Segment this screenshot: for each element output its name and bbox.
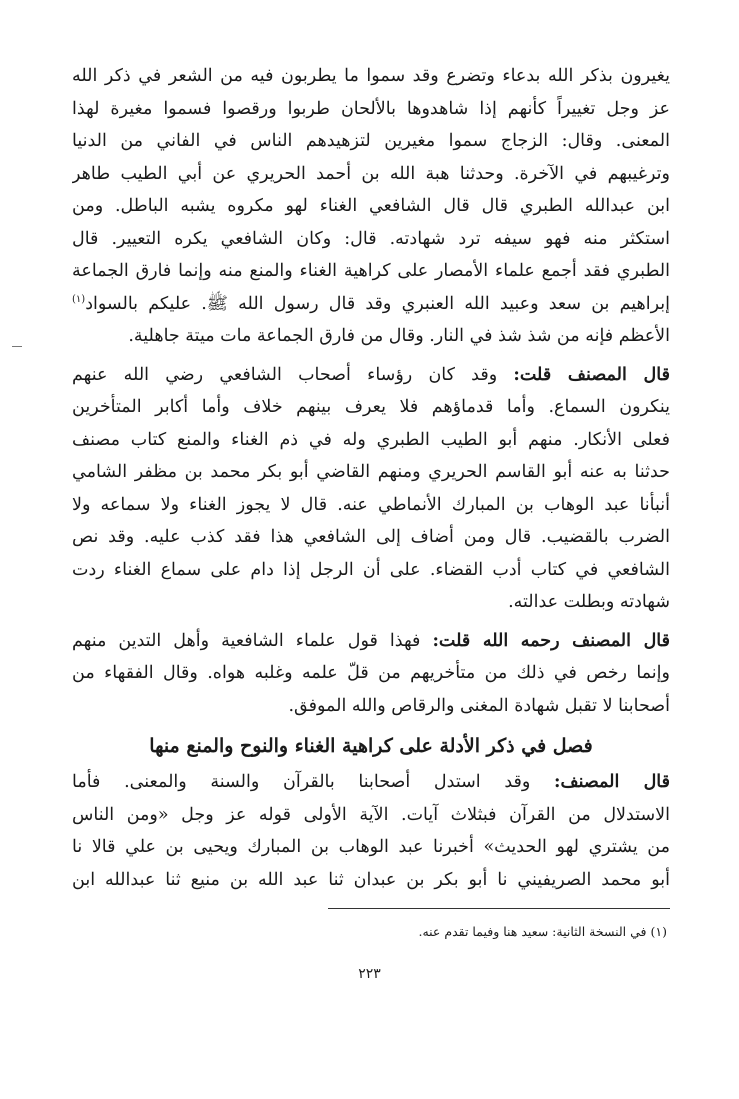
text-line: أنبأنا عبد الوهاب بن المبارك الأنماطي عنه. قال لا يجوز الغناء ولا سماعه ولا (72, 494, 670, 515)
footnote (418, 924, 667, 939)
text-line: استكثر منه فهو سيفه ترد شهادته. قال: وكان الشافعي يكره التعيير. قال (72, 228, 670, 249)
text-line: من يشتري لهو الحديث» أخبرنا عبد الوهاب بن المبارك ويحيى بن علي قالا نا (72, 837, 670, 857)
text-line: وإنما رخص في ذلك من متأخريهم من قلّ علمه وغلبه هواه. وقال الفقهاء من (72, 663, 670, 683)
text-line: حدثنا به عنه أبو القاسم الحريري ومنهم القاضي أبو بكر محمد بن مظفر الشامي (72, 462, 670, 482)
text-line: شهادته وبطلت عدالته. (508, 592, 670, 612)
text-line: أصحابنا لا تقبل شهادة المغنى والرقاص والله الموفق. (288, 695, 670, 716)
text-line: أبو محمد الصريفيني نا أبو بكر بن عبدان ثنا عبد الله بن منيع ثنا عبدالله ابن (72, 869, 670, 890)
footnote-divider (328, 908, 670, 909)
paragraph-2 (72, 359, 670, 619)
text-line-with-lead (72, 625, 670, 658)
footnote-text: في النسخة الثانية: سعيد هنا وفيما تقدم عنه. (418, 924, 647, 939)
section-heading: فصل في ذكر الأدلة على كراهية الغناء والنوح والمنع منها (149, 735, 593, 757)
text-line: الشافعي في كتاب أدب القضاء. على أن الرجل إذا دام على سماع الغناء ردت (72, 559, 670, 580)
paragraph-4 (72, 766, 670, 896)
text-line: يغيرون بذكر الله بدعاء وتضرع وقد سموا ما يطربون فيه من الشعر في ذكر الله (72, 66, 670, 86)
margin-mark (12, 346, 22, 347)
text-line: إبراهيم بن سعد وعبيد الله العنبري وقد قال رسول الله ﷺ. عليكم بالسواد (85, 293, 670, 314)
text-line: الضرب بالقضيب. قال ومن أضاف إلى الشافعي هذا فقد كذب عليه. وقد نص (72, 527, 670, 547)
text-line: وقد كان رؤساء أصحاب الشافعي رضي الله عنهم (72, 364, 498, 385)
paragraph-1 (72, 60, 670, 353)
paragraph-lead: قال المصنف قلت: (513, 364, 670, 385)
text-line: وقد استدل أصحابنا بالقرآن والسنة والمعنى. فأما (72, 772, 531, 792)
text-line: الاستدلال من القرآن فبثلاث آيات. الآية الأولى قوله عز وجل «ومن الناس (72, 804, 670, 825)
text-line-with-footnote-ref (72, 288, 670, 321)
text-line-with-lead (72, 359, 670, 392)
text-line: فعلى الأنكار. منهم أبو الطيب الطبري وله في ذم الغناء والمنع كتاب مصنف (72, 429, 670, 450)
page-number: ٢٢٣ (358, 966, 381, 982)
text-line: عز وجل تغييراً كأنهم إذا شاهدوها بالألحان طربوا ورقصوا فسموا مغيرة لهذا (72, 98, 670, 119)
text-line: الأعظم فإنه من شذ شذ في النار. وقال من فارق الجماعة مات ميتة جاهلية. (128, 326, 670, 346)
text-line: فهذا قول علماء الشافعية وأهل التدين منهم (72, 630, 421, 651)
paragraph-3 (72, 625, 670, 723)
paragraph-lead: قال المصنف رحمه الله قلت: (432, 630, 670, 651)
text-line: وترغيبهم في الآخرة. وحدثنا هبة الله بن أحمد الحريري عن أبي الطيب طاهر (72, 163, 670, 184)
text-line: المعنى. وقال: الزجاج سموا مغيرين لتزهيدهم الناس في الفاني من الدنيا (72, 131, 670, 151)
page-body (72, 60, 670, 896)
paragraph-lead: قال المصنف: (554, 772, 670, 792)
text-line: ابن عبدالله الطبري قال قال الشافعي الغناء لهو مكروه يشبه الباطل. ومن (72, 196, 670, 216)
text-line-with-lead (72, 766, 670, 799)
text-line: الطبري فقد أجمع علماء الأمصار على كراهية الغناء والمنع منه وإنما فارق الجماعة (72, 261, 670, 281)
footnote-marker: (١) (650, 924, 667, 939)
footnote-reference: (١) (72, 293, 86, 305)
text-line: ينكرون السماع. وأما قدماؤهم فلا يعرف بينهم خلاف وأما أكابر المتأخرين (72, 397, 670, 417)
